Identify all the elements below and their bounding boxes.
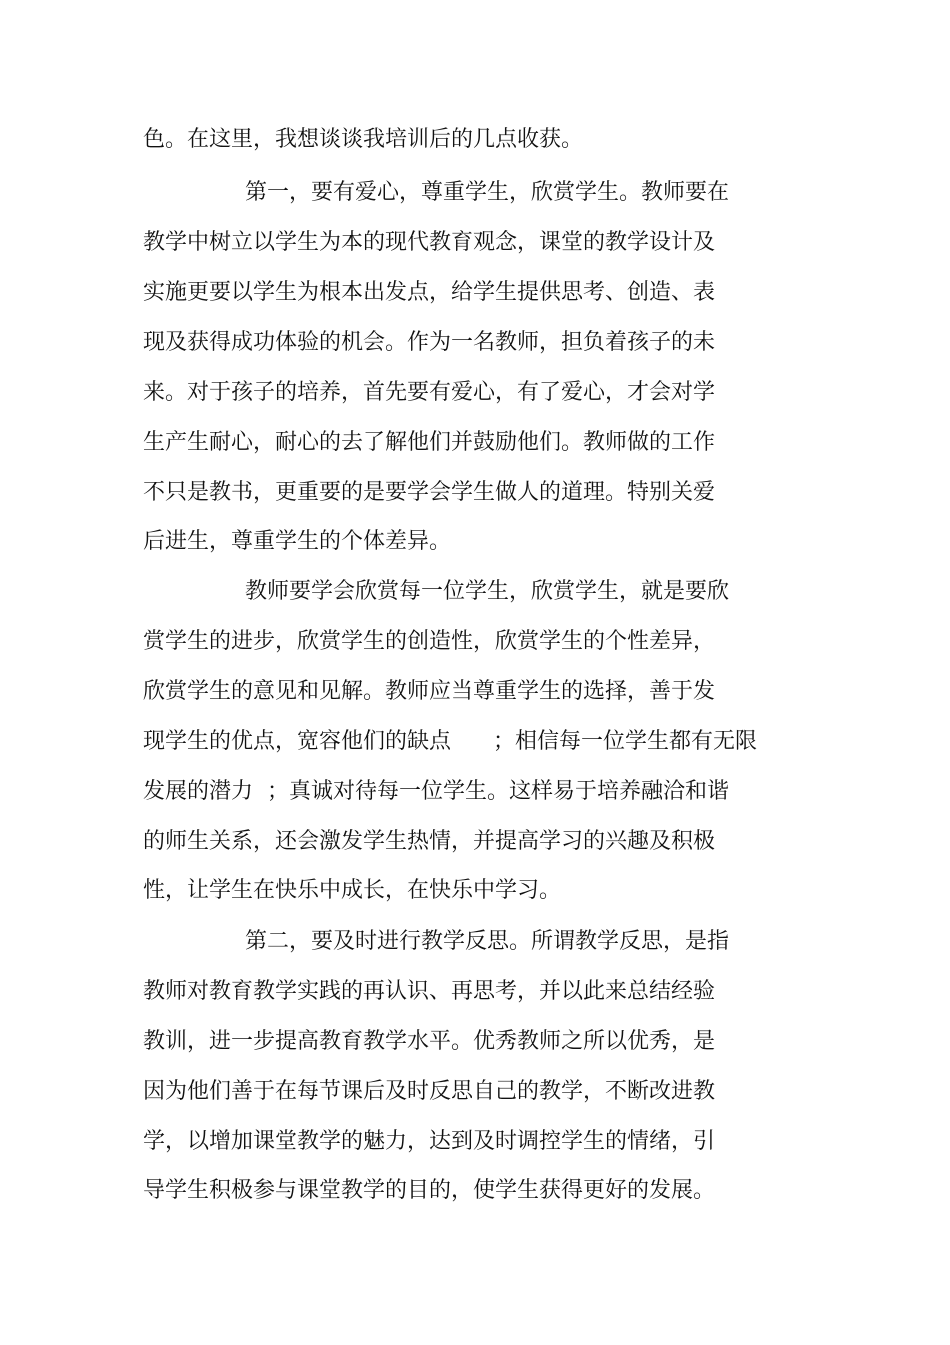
text-line-7: 生产生耐心，耐心的去了解他们并鼓励他们。教师做的工作 (143, 430, 716, 455)
text-line-21: 学，以增加课堂教学的魅力，达到及时调控学生的情绪，引 (143, 1129, 716, 1154)
text-line-5: 现及获得成功体验的机会。作为一名教师，担负着孩子的未 (143, 330, 716, 355)
paragraph-1-first-line: 第一，要有爱心，尊重学生，欣赏学生。教师要在 (245, 180, 730, 205)
text-line-9: 后进生，尊重学生的个体差异。 (143, 529, 452, 554)
text-line-15: 的师生关系，还会激发学生热情，并提高学习的兴趣及积极 (143, 829, 716, 854)
text-line-3: 教学中树立以学生为本的现代教育观念，课堂的教学设计及 (143, 230, 716, 255)
text-line-19: 教训，进一步提高教育教学水平。优秀教师之所以优秀，是 (143, 1029, 716, 1054)
paragraph-3-first-line: 第二，要及时进行教学反思。所谓教学反思，是指 (245, 929, 730, 954)
text-line-13: 现学生的优点，宽容他们的缺点 ；相信每一位学生都有无限 (143, 729, 757, 754)
text-line-14: 发展的潜力 ；真诚对待每一位学生。这样易于培养融洽和谐 (143, 779, 729, 804)
text-line-11: 赏学生的进步，欣赏学生的创造性，欣赏学生的个性差异， (143, 629, 716, 654)
text-line-16: 性，让学生在快乐中成长，在快乐中学习。 (143, 878, 562, 903)
text-line-22: 导学生积极参与课堂教学的目的，使学生获得更好的发展。 (143, 1178, 716, 1203)
text-line-1: 色。在这里，我想谈谈我培训后的几点收获。 (143, 127, 584, 152)
text-line-4: 实施更要以学生为根本出发点，给学生提供思考、创造、表 (143, 280, 716, 305)
text-line-6: 来。对于孩子的培养，首先要有爱心，有了爱心，才会对学 (143, 380, 716, 405)
text-line-18: 教师对教育教学实践的再认识、再思考，并以此来总结经验 (143, 979, 716, 1004)
text-line-20: 因为他们善于在每节课后及时反思自己的教学，不断改进教 (143, 1079, 716, 1104)
text-line-12: 欣赏学生的意见和见解。教师应当尊重学生的选择，善于发 (143, 679, 716, 704)
paragraph-2-first-line: 教师要学会欣赏每一位学生，欣赏学生，就是要欣 (245, 579, 730, 604)
text-line-8: 不只是教书，更重要的是要学会学生做人的道理。特别关爱 (143, 480, 716, 505)
